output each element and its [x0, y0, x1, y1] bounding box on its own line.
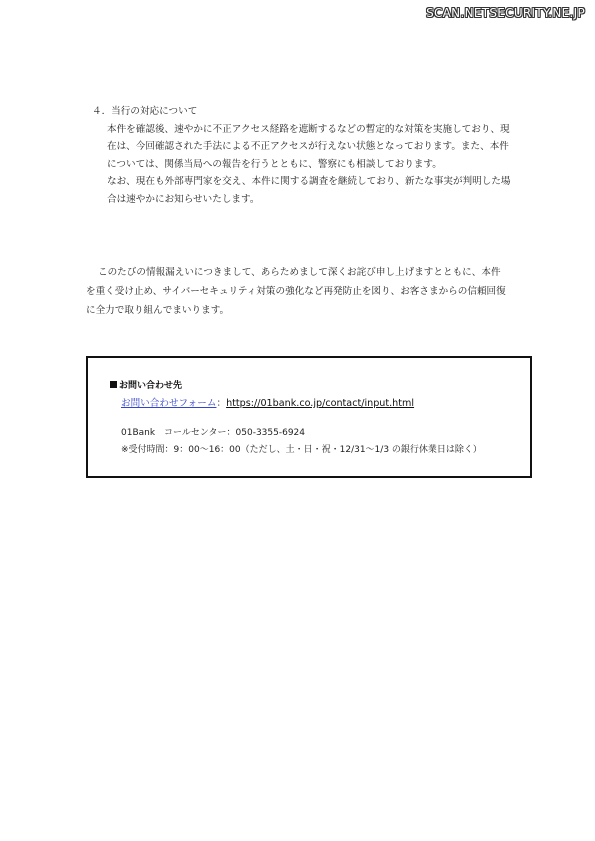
reception-hours: ※受付時間：9：00～16：00（ただし、土・日・祝・12/31～1/3 の銀行休業日は除く）: [121, 445, 482, 455]
section-paragraph: 本件を確認後、速やかに不正アクセス経路を遮断するなどの暫定的な対策を実施しており、現在は、今回確認された手法による不正アクセスが行えない状態となっております。また、本件については、関係当局への報告を行うとともに、警察にも相談しております。: [107, 123, 510, 170]
apology-statement: [86, 263, 510, 320]
contact-form-line: [121, 395, 414, 409]
apology-text: このたびの情報漏えいにつきまして、あらためまして深くお詫び申し上げますとともに、本件を重く受け止め、サイバーセキュリティ対策の強化など再発防止を図り、お客さまからの信頼回復に全力で取り組んでまいります。: [86, 267, 506, 316]
contact-title-text: お問い合わせ先: [119, 381, 183, 391]
contact-form-link[interactable]: お問い合わせフォーム: [121, 398, 217, 409]
section-paragraph: なお、現在も外部専門家を交え、本件に関する調査を継続しており、新たな事実が判明した場合は速やかにお知らせいたします。: [107, 176, 511, 205]
contact-separator: ：: [216, 398, 227, 409]
contact-form-url-link[interactable]: https://01bank.co.jp/contact/input.html: [226, 398, 415, 409]
contact-title: [110, 378, 182, 391]
contact-box: [86, 356, 532, 478]
section-4: [92, 103, 512, 209]
call-center-info: 01Bank コールセンター：050-3355-6924: [121, 428, 306, 438]
square-bullet-icon: [110, 381, 117, 388]
section-heading: ４．当行の対応について: [92, 106, 198, 117]
watermark: SCAN.NETSECURITY.NE.JP: [426, 6, 585, 20]
